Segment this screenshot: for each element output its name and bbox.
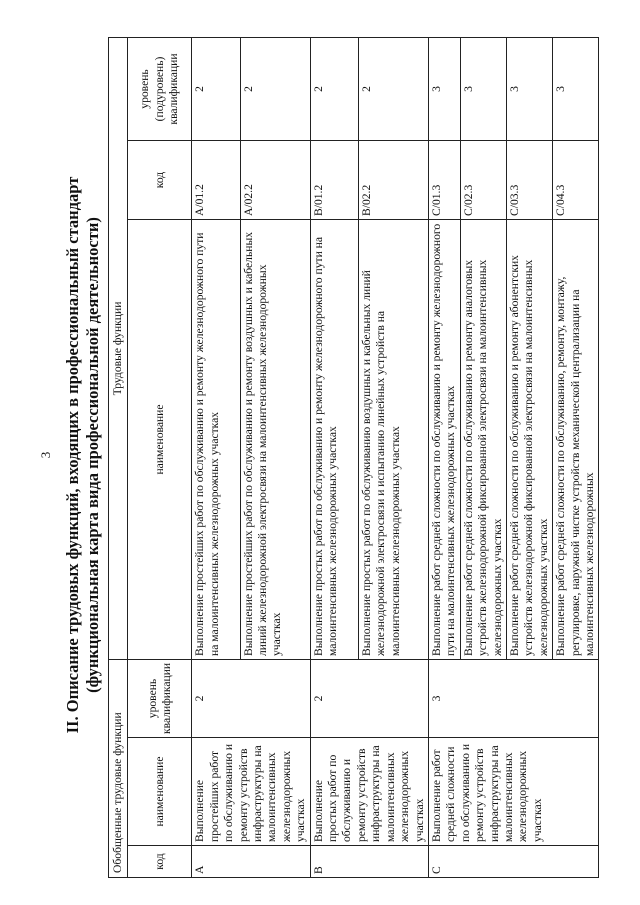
section-title-line-2: (функциональная карта вида профессиональной деятельности) [83, 217, 102, 693]
group-code: B [310, 846, 428, 878]
function-name-text: Выполнение работ средней сложности по обслуживанию, ремонту, монтажу, регулировке, наружной чистке устройств механической централизации на малоинтенсивных железнодорожных [554, 276, 596, 656]
function-level: 2 [358, 38, 428, 141]
function-name: Выполнение простейших работ по обслуживанию и ремонту воздушных и кабельных линий железнодорожной электросвязи на малоинтенсивных железнодорожных участках [240, 220, 310, 660]
function-code: A/01.2 [192, 141, 240, 220]
group-code: C [428, 846, 598, 878]
col-header-name: наименование [128, 738, 192, 846]
function-code: B/01.2 [310, 141, 358, 220]
group-name: Выполнение работ средней сложности по обслуживанию и ремонту устройств инфраструктуры на малоинтенсивных железнодорожных участках [428, 738, 598, 846]
function-code: C/03.3 [506, 141, 552, 220]
col-header-code: код [128, 846, 192, 878]
section-title-line-1: II. Описание трудовых функций, входящих в профессиональный стандарт [63, 176, 82, 734]
function-level: 3 [428, 38, 460, 141]
function-code: C/02.3 [460, 141, 506, 220]
function-name: Выполнение работ средней сложности по обслуживанию и ремонту аналоговых устройств железнодорожной фиксированной электросвязи на малоинтенсивных железнодорожных участках [460, 220, 506, 660]
function-name [553, 220, 599, 660]
labor-functions-header: Трудовые функции [109, 38, 128, 660]
table-column-header-row [128, 38, 192, 878]
generalized-functions-header: Обобщенные трудовые функции [109, 660, 128, 878]
table-group-header-row [109, 38, 128, 878]
table-row [310, 38, 358, 878]
function-level: 3 [460, 38, 506, 141]
table-row [192, 38, 240, 878]
function-name: Выполнение работ средней сложности по обслуживанию и ремонту абонентских устройств железнодорожной фиксированной электросвязи на малоинтенсивных железнодорожных участках [506, 220, 552, 660]
function-level: 3 [553, 38, 599, 141]
function-code: A/02.2 [240, 141, 310, 220]
col-header-tf-code: код [128, 141, 192, 220]
group-level: 2 [192, 660, 310, 738]
col-header-tf-name: наименование [128, 220, 192, 660]
function-level: 2 [192, 38, 240, 141]
function-name: Выполнение простых работ по обслуживанию и ремонту железнодорожного пути на малоинтенсивных железнодорожных участках [310, 220, 358, 660]
table-row [428, 38, 460, 878]
group-level: 3 [428, 660, 598, 738]
function-name: Выполнение работ средней сложности по обслуживанию и ремонту железнодорожного пути на малоинтенсивных железнодорожных участках [428, 220, 460, 660]
group-name: Выполнение простейших работ по обслуживанию и ремонту устройств инфраструктуры на малоинтенсивных железнодорожных участках [192, 738, 310, 846]
group-code: A [192, 846, 310, 878]
function-name: Выполнение простейших работ по обслуживанию и ремонту железнодорожного пути на малоинтенсивных железнодорожных участках [192, 220, 240, 660]
function-level: 2 [310, 38, 358, 141]
section-title [63, 105, 103, 805]
function-level: 2 [240, 38, 310, 141]
function-code: B/02.2 [358, 141, 428, 220]
function-code: C/04.3 [553, 141, 599, 220]
function-code: C/01.3 [428, 141, 460, 220]
group-level: 2 [310, 660, 428, 738]
group-name: Выполнение простых работ по обслуживанию и ремонту устройств инфраструктуры на малоинтенсивных железнодорожных участках [310, 738, 428, 846]
functional-map-table [108, 37, 599, 878]
function-name: Выполнение простых работ по обслуживанию воздушных и кабельных линий железнодорожной электросвязи и испытанию линейных устройств на малоинтенсивных железнодорожных участках [358, 220, 428, 660]
page-number: 3 [38, 451, 53, 459]
col-header-tf-level: уровень (подуровень) квалификации [128, 38, 192, 141]
function-level: 3 [506, 38, 552, 141]
col-header-level: уровень квалификации [128, 660, 192, 738]
